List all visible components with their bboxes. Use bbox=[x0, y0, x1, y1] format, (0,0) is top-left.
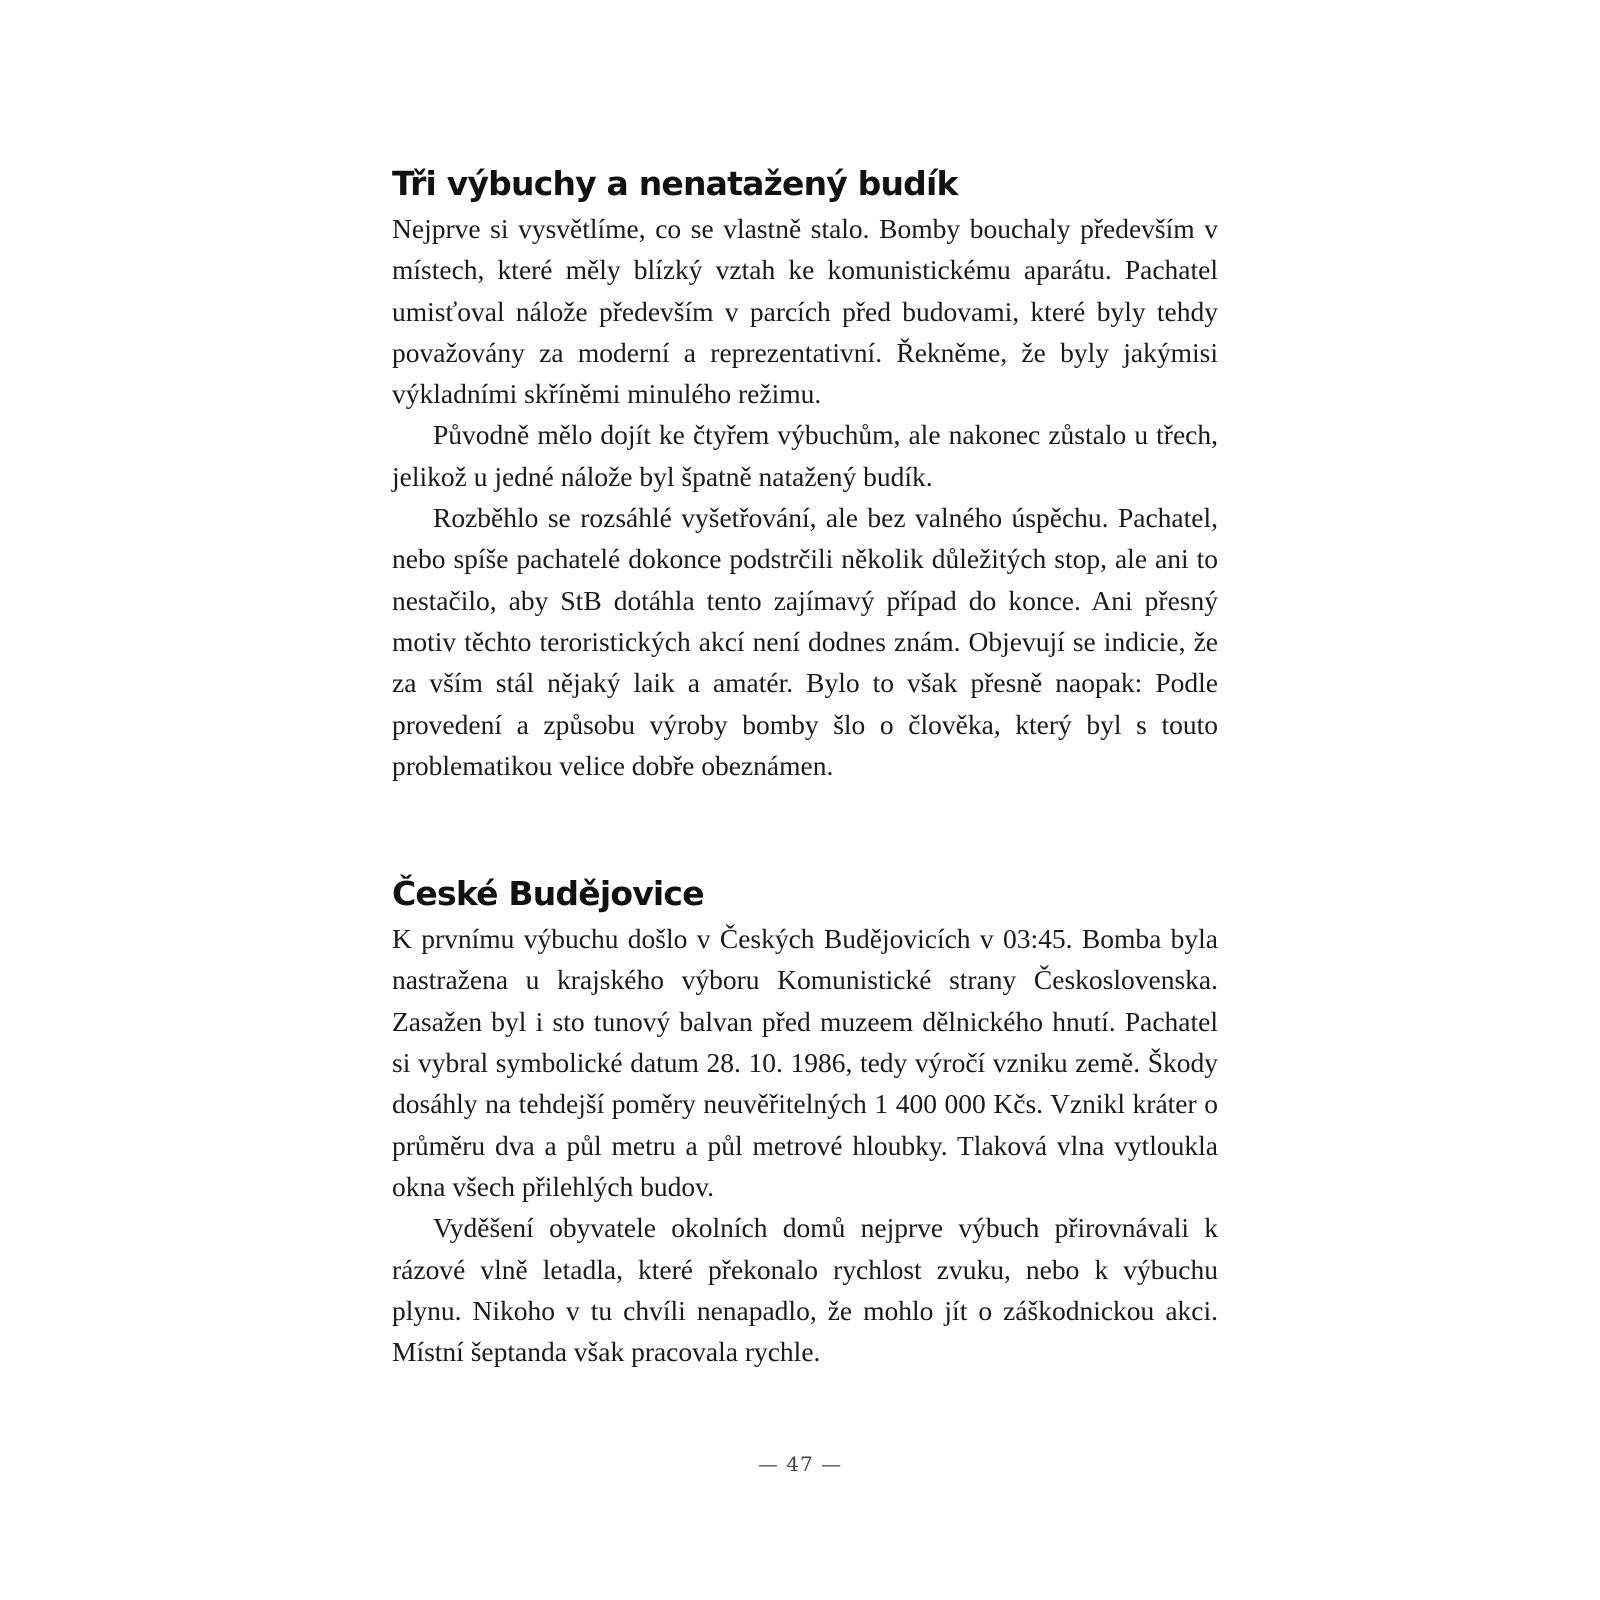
section-three-explosions bbox=[392, 160, 1218, 786]
paragraph: Vyděšení obyvatele okolních domů nejprve výbuch přirovnávali k rázové vlně letadla, které překonalo rychlost zvuku, nebo k výbuchu plynu. Nikoho v tu chvíli nenapadlo, že mohlo jít o záškodnickou akci. Místní šeptanda však pracovala rychle. bbox=[392, 1212, 1218, 1368]
page-number: — 47 — bbox=[757, 1452, 843, 1476]
section-heading: Tři výbuchy a nenatažený budík bbox=[392, 164, 958, 203]
section-heading: České Budějovice bbox=[392, 874, 704, 914]
section-ceske-budejovice bbox=[392, 870, 1218, 1372]
page-body bbox=[392, 160, 1218, 1372]
paragraph: Nejprve si vysvětlíme, co se vlastně stalo. Bomby bouchaly především v místech, které měly blízký vztah ke komunistickému aparátu. Pachatel umisťoval nálože především v parcích před budovami, které byly tehdy považovány za moderní a reprezentativní. Řekněme, že byly jakýmisi výkladními skříněmi minulého režimu. bbox=[392, 213, 1218, 410]
paragraph: Původně mělo dojít ke čtyřem výbuchům, ale nakonec zůstalo u třech, jelikož u jedné nálože byl špatně natažený budík. bbox=[392, 419, 1218, 492]
paragraph: K prvnímu výbuchu došlo v Českých Budějovicích v 03:45. Bomba byla nastražena u krajského výboru Komunistické strany Československa. Zasažen byl i sto tunový balvan před muzeem dělnického hnutí. Pachatel si vybral symbolické datum 28. 10. 1986, tedy výročí vzniku země. Škody dosáhly na tehdejší poměry neuvěřitelných 1 400 000 Kčs. Vznikl kráter o průměru dva a půl metru a půl metrové hloubky. Tlaková vlna vytloukla okna všech přilehlých budov. bbox=[392, 923, 1218, 1202]
paragraph: Rozběhlo se rozsáhlé vyšetřování, ale bez valného úspěchu. Pachatel, nebo spíše pachatelé dokonce podstrčili několik důležitých stop, ale ani to nestačilo, aby StB dotáhla tento zajímavý případ do konce. Ani přesný motiv těchto teroristických akcí není dodnes znám. Objevují se indicie, že za vším stál nějaký laik a amatér. Bylo to však přesně naopak: Podle provedení a způsobu výroby bomby šlo o člověka, který byl s touto problematikou velice dobře obeznámen. bbox=[392, 502, 1218, 781]
